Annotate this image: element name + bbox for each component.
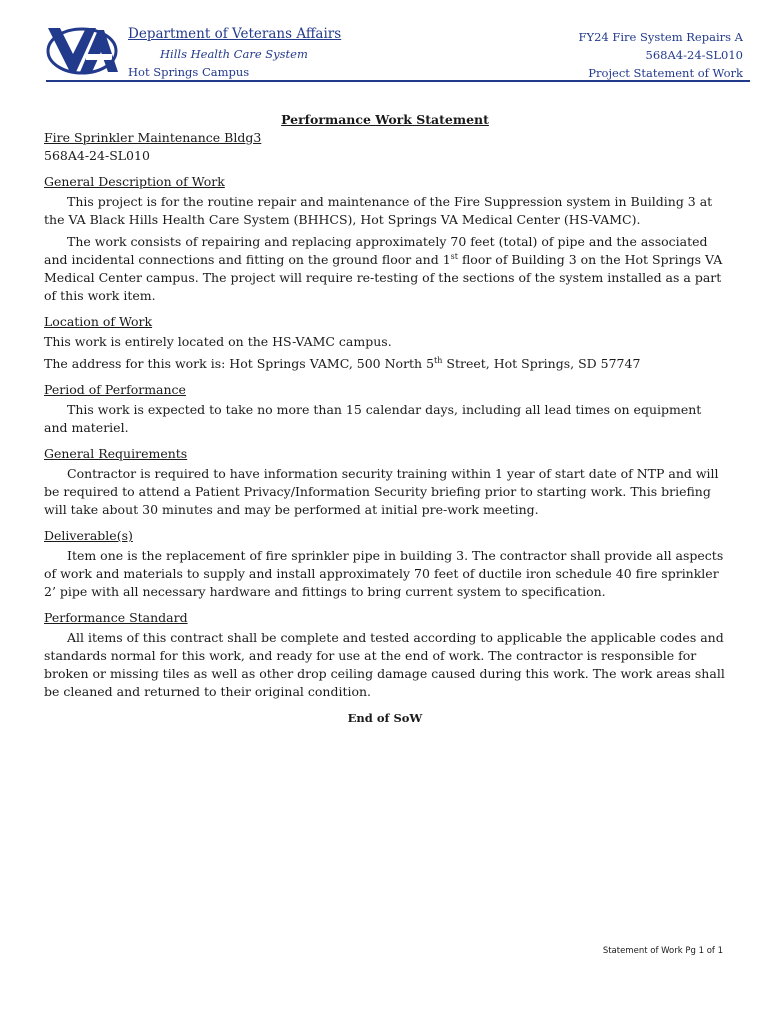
section-heading: General Requirements <box>44 446 188 461</box>
section-heading: Performance Standard <box>44 610 188 625</box>
section-heading: Location of Work <box>44 314 153 329</box>
paragraph: Contractor is required to have information security training within 1 year of start date of NTP and will be required to attend a Patient Privacy/Information Security briefing prior to starting work. This briefing will take about 30 minutes and may be performed at initial pre-work meeting. <box>44 466 719 517</box>
section-location <box>44 313 726 373</box>
section-deliverables <box>44 527 726 601</box>
section-heading: Deliverable(s) <box>44 528 133 543</box>
paragraph-text: floor of Building 3 on the Hot Springs VA Medical Center campus. The project will require re-testing of the sections of the system installed as a part of this work item. <box>44 252 723 303</box>
va-logo-icon <box>46 24 118 76</box>
letterhead <box>0 0 768 84</box>
section-performance-standard <box>44 609 726 701</box>
department-name[interactable]: Department of Veterans Affairs <box>128 26 342 42</box>
letterhead-left <box>128 26 341 79</box>
end-of-document: End of SoW <box>347 711 423 725</box>
paragraph: This work is entirely located on the HS-VAMC campus. <box>44 334 392 349</box>
campus-name: Hot Springs Campus <box>128 65 250 79</box>
page-footer: Statement of Work Pg 1 of 1 <box>602 946 723 956</box>
paragraph-text: Street, Hot Springs, SD 57747 <box>442 356 641 371</box>
paragraph: This project is for the routine repair and maintenance of the Fire Suppression system in Building 3 at the VA Black Hills Health Care System (BHHCS), Hot Springs VA Medical Center (HS-VAMC). <box>44 194 713 227</box>
paragraph: This work is expected to take no more than 15 calendar days, including all lead times on equipment and materiel. <box>44 402 702 435</box>
section-heading: General Description of Work <box>44 174 225 189</box>
paragraph <box>44 355 726 373</box>
section-requirements <box>44 445 726 519</box>
section-general-description <box>44 173 726 305</box>
section-heading: Period of Performance <box>44 382 186 397</box>
paragraph-text: The address for this work is: Hot Springs VAMC, 500 North 5 <box>44 356 435 371</box>
document-type: Project Statement of Work <box>588 66 743 80</box>
ordinal-suffix: st <box>450 251 458 261</box>
paragraph-text: The work consists of repairing and replacing approximately 70 feet (total) of pipe and the associated and incidental connections and fitting on the ground floor and 1 <box>44 234 708 267</box>
document-subtitle: Fire Sprinkler Maintenance Bldg3 <box>44 130 262 145</box>
paragraph: Item one is the replacement of fire sprinkler pipe in building 3. The contractor shall provide all aspects of work and materials to supply and install approximately 70 feet of ductile iron schedule 40 fire sprinkler 2’ pipe with all necessary hardware and fittings to bring current system to specification. <box>44 548 724 599</box>
document-number: 568A4-24-SL010 <box>44 148 150 163</box>
document-title: Performance Work Statement <box>281 112 489 127</box>
letterhead-right <box>579 28 743 82</box>
health-system-name: Hills Health Care System <box>160 47 308 61</box>
project-number: 568A4-24-SL010 <box>645 48 743 62</box>
paragraph <box>44 233 726 305</box>
section-period <box>44 381 726 437</box>
ordinal-suffix: th <box>434 355 443 365</box>
document-body <box>44 111 726 739</box>
project-name: FY24 Fire System Repairs A <box>578 30 743 44</box>
paragraph: All items of this contract shall be complete and tested according to applicable the applicable codes and standards normal for this work, and ready for use at the end of work. The contractor is responsible for broken or missing tiles as well as other drop ceiling damage caused during this work. The work areas shall be cleaned and returned to their original condition. <box>44 630 725 699</box>
header-divider <box>46 80 750 82</box>
